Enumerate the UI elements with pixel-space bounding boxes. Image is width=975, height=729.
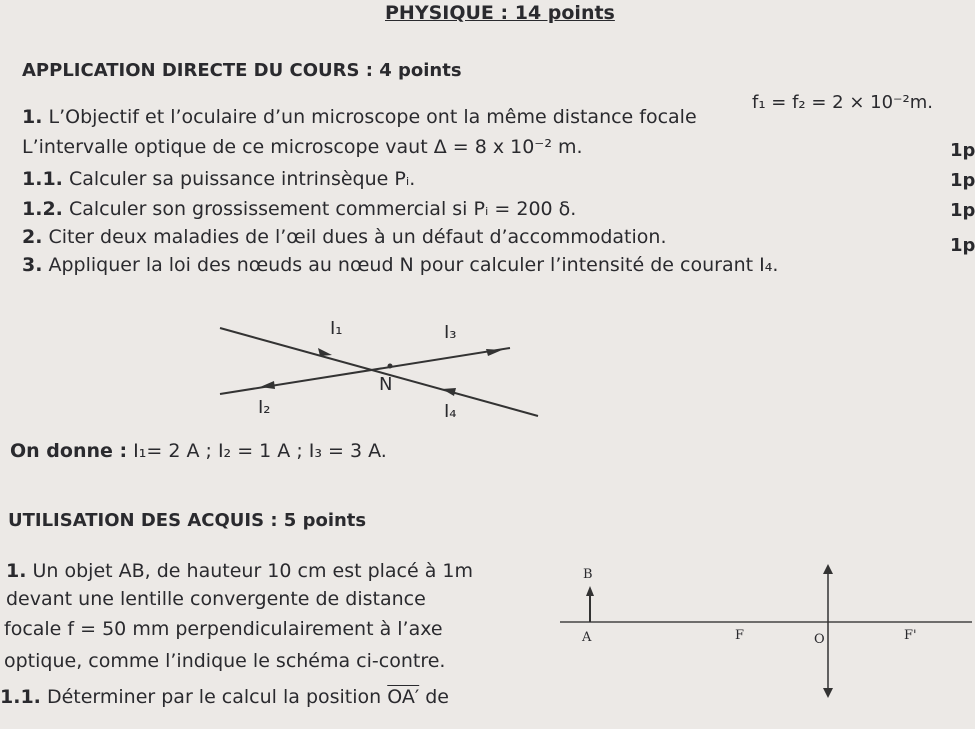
question-number: 1. <box>22 106 43 128</box>
question-1-line2 <box>22 136 583 158</box>
arrow-i3 <box>486 349 502 356</box>
question-number: 1.1. <box>0 686 41 708</box>
question-1 <box>22 106 697 128</box>
label-n: N <box>379 374 393 395</box>
section-title-application: APPLICATION DIRECTE DU COURS : 4 points <box>22 60 462 81</box>
question-text: Citer deux maladies de l’œil dues à un défaut d’accommodation. <box>48 226 667 248</box>
question-text: Calculer son grossissement commercial si <box>68 198 468 220</box>
arrow-i4 <box>442 388 456 396</box>
question-number: 1. <box>6 560 27 582</box>
oa-prime: OA′ <box>387 686 420 708</box>
label-i3: I₃ <box>444 322 457 343</box>
question-number: 3. <box>22 254 43 276</box>
label-i4: I₄ <box>444 401 457 422</box>
question-text: L’Objectif et l’oculaire d’un microscope ont la même distance focale <box>48 106 697 128</box>
focal-formula: f₁ = f₂ = 2 × 10⁻²m. <box>752 92 934 113</box>
lens-top-arrow <box>823 564 833 574</box>
points-badge: 1p <box>950 140 975 161</box>
question-number: 2. <box>22 226 43 248</box>
question-text: L’intervalle optique de ce microscope vaut <box>22 136 428 158</box>
given-formula: I₁= 2 A ; I₂ = 1 A ; I₃ = 3 A. <box>133 440 387 462</box>
question-3 <box>22 254 778 276</box>
question-2 <box>22 226 666 248</box>
label-i1: I₁ <box>330 318 343 339</box>
question-text-end: de <box>425 686 449 708</box>
question-number: 1.1. <box>22 168 63 190</box>
points-badge: 1p <box>950 170 975 191</box>
label-f: F <box>735 628 745 643</box>
section2-question-1 <box>6 560 473 582</box>
points-badge: 1p <box>950 235 975 256</box>
question-1-1 <box>22 168 415 190</box>
question-number: 1.2. <box>22 198 63 220</box>
label-i2: I₂ <box>258 397 271 418</box>
lens-bottom-arrow <box>823 688 833 698</box>
question-text: Calculer sa puissance intrinsèque Pᵢ. <box>68 168 416 190</box>
power-formula: Pᵢ = 200 δ. <box>473 198 577 220</box>
section-title-acquis: UTILISATION DES ACQUIS : 5 points <box>8 510 367 531</box>
section2-question-1-line2: devant une lentille convergente de distance <box>6 588 426 610</box>
question-1-2 <box>22 198 576 220</box>
label-f-prime: F' <box>904 628 917 643</box>
page-title: PHYSIQUE : 14 points <box>385 2 615 24</box>
given-label: On donne : <box>10 440 128 462</box>
node-n <box>388 364 393 369</box>
section2-question-1-1 <box>0 686 449 708</box>
object-arrowhead <box>586 586 594 596</box>
question-text: Déterminer par le calcul la position <box>46 686 382 708</box>
given-values <box>10 440 387 462</box>
arrow-i1 <box>318 348 332 356</box>
section2-question-1-line3: focale f = 50 mm perpendiculairement à l’axe <box>4 618 443 640</box>
question-text: Un objet AB, de hauteur 10 cm est placé à 1m <box>32 560 474 582</box>
question-text: Appliquer la loi des nœuds au nœud N pour calculer l’intensité de courant I₄. <box>48 254 779 276</box>
label-a: A <box>582 630 592 645</box>
section2-question-1-line4: optique, comme l’indique le schéma ci-contre. <box>4 650 446 672</box>
label-o: O <box>814 632 825 647</box>
points-badge: 1p <box>950 200 975 221</box>
delta-formula: Δ = 8 x 10⁻² m. <box>433 136 583 158</box>
label-b: B <box>583 567 593 582</box>
